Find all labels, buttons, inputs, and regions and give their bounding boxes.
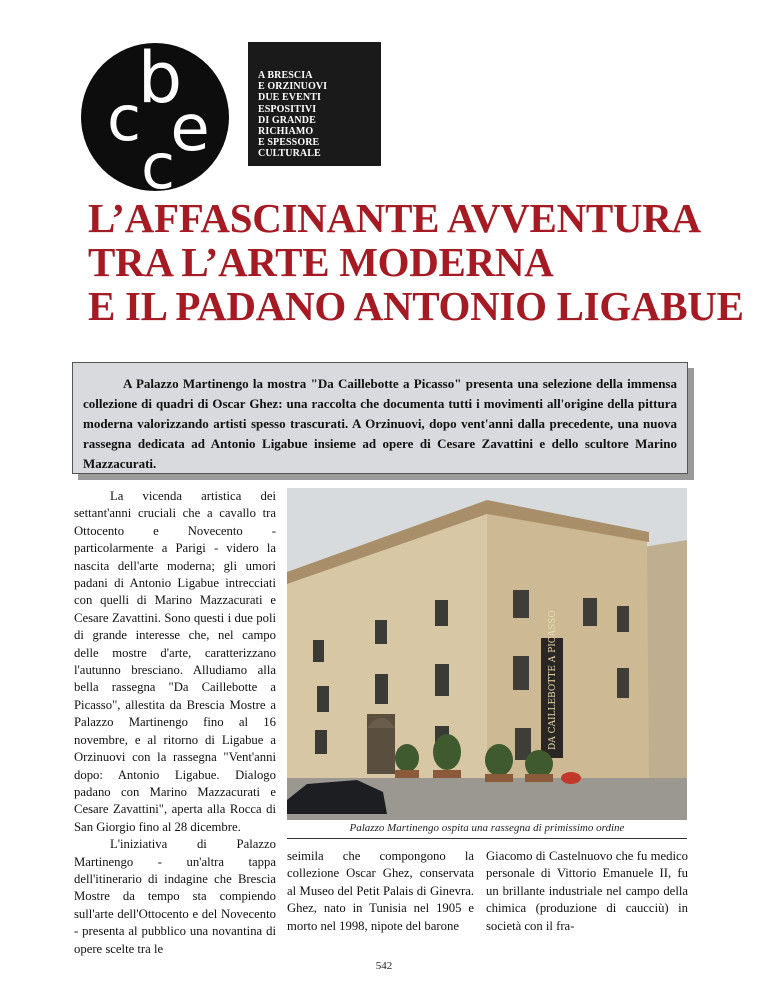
logo-letter-b: b bbox=[137, 42, 183, 119]
body-paragraph: La vicenda artistica dei settant'anni cruciali che a cavallo tra Ottocento e Novecento - particolarmente a Parigi - videro la nascita dell'arte moderna; gli umori padani di Antonio Ligabue intrecciati con quelli di Marino Mazzacurati e Cesare Zavattini. Sono questi i due poli di grande interesse che, nel campo delle mostre d'arte, caratterizzano l'autunno bresciano. Alludiamo alla bella rassegna "Da Caillebotte a Picasso", allestita da Brescia Mostre a Palazzo Martinengo fino al 16 novembre, e al ritorno di Ligabue a Orzinuovi con la rassegna "Vent'anni dopo: Antonio Ligabue. Dialogo padano con Marino Mazzacurati e Cesare Zavattini", aperta alla Rocca di San Giorgio fino al 28 dicembre. bbox=[74, 489, 276, 834]
photo-caption: Palazzo Martinengo ospita una rassegna di primissimo ordine bbox=[349, 822, 625, 834]
bcec-logo bbox=[80, 42, 230, 192]
logo-letter-c: c bbox=[106, 82, 142, 155]
tagline-line: DUE EVENTI bbox=[258, 92, 321, 104]
intro-text: A Palazzo Martinengo la mostra "Da Caillebotte a Picasso" presenta una selezione della immensa collezione di quadri di Oscar Ghez: una raccolta che documenta tutti i movimenti all'origine della pittura moderna valorizzando artisti spesso trascurati. A Orzinuovi, dopo vent'anni dalla precedente, una nuova rassegna dedicata ad Antonio Ligabue insieme ad opere di Cesare Zavattini e dello scultore Marino Mazzacurati. bbox=[83, 376, 677, 471]
tagline-line: ESPOSITIVI bbox=[258, 103, 317, 115]
tagline-line: E ORZINUOVI bbox=[258, 81, 328, 93]
tagline-line: RICHIAMO bbox=[258, 126, 314, 138]
logo-letter-c2: c bbox=[140, 130, 176, 192]
palazzo-martinengo-photo bbox=[287, 488, 687, 820]
body-column-right bbox=[486, 848, 688, 935]
headline-line-1: L’AFFASCINANTE AVVENTURA bbox=[88, 195, 701, 241]
tagline-line: A BRESCIA bbox=[258, 70, 313, 81]
tagline-line: E SPESSORE bbox=[258, 137, 320, 149]
headline-line-3: E IL PADANO ANTONIO LIGABUE bbox=[88, 283, 744, 329]
headline bbox=[88, 195, 744, 329]
page-number: 542 bbox=[375, 960, 393, 972]
svg-text:DA CAILLEBOTTE A PICASSO: DA CAILLEBOTTE A PICASSO bbox=[548, 610, 558, 750]
body-column-middle bbox=[287, 848, 474, 935]
tagline-line: DI GRANDE bbox=[258, 114, 316, 126]
logo-letter-e: e bbox=[170, 92, 210, 166]
tagline-box bbox=[248, 42, 381, 166]
tagline-line: CULTURALE bbox=[258, 148, 321, 160]
body-paragraph: Giacomo di Castelnuovo che fu medico personale di Vittorio Emanuele II, fu un brillante industriale nel campo della chimica (produzione di caucciù) in società con il fra- bbox=[486, 849, 688, 933]
intro-box bbox=[72, 362, 688, 474]
body-paragraph: L'iniziativa di Palazzo Martinengo - un'altra tappa dell'itinerario di indagine che Brescia Mostre da tempo sta compiendo sull'arte dell'Ottocento e del Novecento - presenta al pubblico una novantina di opere scelte tra le bbox=[74, 837, 276, 956]
body-column-left bbox=[74, 488, 276, 958]
body-paragraph: seimila che compongono la collezione Oscar Ghez, conservata al Museo del Petit Palais di Ginevra. Ghez, nato in Tunisia nel 1905 e morto nel 1998, nipote del barone bbox=[287, 849, 474, 933]
caption-divider bbox=[287, 838, 687, 839]
headline-line-2: TRA L’ARTE MODERNA bbox=[88, 239, 554, 285]
